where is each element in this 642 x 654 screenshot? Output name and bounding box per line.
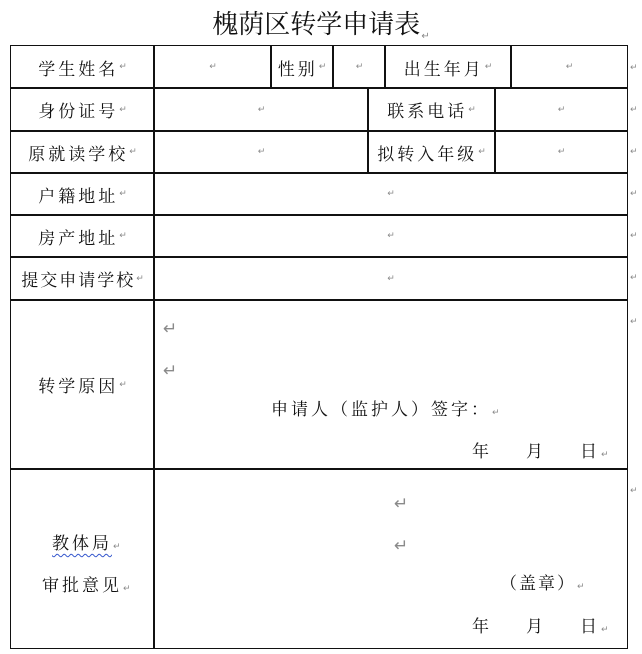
target-school-label: 提交申请学校 xyxy=(21,271,136,291)
row-end-mark-icon: ↵ xyxy=(630,486,638,496)
school-label: 原就读学校 xyxy=(28,144,129,165)
reason-date-line xyxy=(472,437,609,462)
paragraph-mark-icon: ↵ xyxy=(387,189,395,199)
row-end-mark-icon: ↵ xyxy=(630,231,638,241)
approval-dept-label: 教体局 xyxy=(52,534,112,554)
id-label: 身份证号 xyxy=(38,102,119,122)
row-end-mark-icon: ↵ xyxy=(630,317,638,327)
household-address-field[interactable] xyxy=(153,172,628,216)
paragraph-mark-icon: ↵ xyxy=(565,62,574,72)
paragraph-mark-icon: ↵ xyxy=(119,231,127,241)
date-year-label: 年 xyxy=(472,617,492,637)
grade-label-cell xyxy=(367,130,496,174)
paragraph-mark-icon: ↵ xyxy=(119,62,127,72)
paragraph-mark-icon: ↵ xyxy=(387,231,395,241)
date-year-label: 年 xyxy=(472,442,492,462)
phone-label-cell xyxy=(367,87,496,132)
row-end-mark-icon: ↵ xyxy=(630,273,638,283)
phone-label: 联系电话 xyxy=(387,102,468,122)
paragraph-mark-icon: ↵ xyxy=(163,319,181,339)
row-end-mark-icon: ↵ xyxy=(630,189,638,199)
paragraph-mark-icon: ↵ xyxy=(119,379,127,390)
grade-field[interactable] xyxy=(494,130,628,174)
approval-label-cell xyxy=(10,468,155,649)
reason-label-cell xyxy=(10,299,155,470)
approval-date-line xyxy=(472,612,609,637)
id-field[interactable] xyxy=(153,87,369,132)
target-school-label-cell xyxy=(10,256,155,301)
approval-label-line2 xyxy=(42,571,131,596)
student-name-field[interactable] xyxy=(153,45,272,89)
school-field[interactable] xyxy=(153,130,369,174)
target-school-field[interactable] xyxy=(153,256,628,301)
grade-label: 拟转入年级 xyxy=(377,144,478,165)
property-address-label-cell xyxy=(10,214,155,258)
date-month-label: 月 xyxy=(526,617,546,637)
paragraph-mark-icon: ↵ xyxy=(484,62,493,72)
id-label-cell xyxy=(10,87,155,132)
row-end-mark-icon: ↵ xyxy=(630,147,638,157)
paragraph-mark-icon: ↵ xyxy=(136,273,144,284)
form-title xyxy=(0,4,642,42)
paragraph-mark-icon: ↵ xyxy=(257,147,266,157)
reason-label: 转学原因 xyxy=(38,377,119,397)
student-name-label-cell xyxy=(10,45,155,89)
paragraph-mark-icon: ↵ xyxy=(394,494,412,514)
signature-label: 申请人（监护人）签字： xyxy=(271,400,491,420)
paragraph-mark-icon: ↵ xyxy=(577,582,585,592)
birth-label-cell xyxy=(384,45,512,89)
birth-label: 出生年月 xyxy=(403,59,484,80)
date-day-label: 日 xyxy=(580,442,600,462)
date-month-label: 月 xyxy=(526,442,546,462)
approval-label-line1 xyxy=(52,529,121,554)
approval-opinion-label: 审批意见 xyxy=(42,576,122,596)
row-end-mark-icon: ↵ xyxy=(630,63,638,73)
form-title-text: 槐荫区转学申请表 xyxy=(212,10,421,40)
paragraph-mark-icon: ↵ xyxy=(421,31,430,42)
student-name-label: 学生姓名 xyxy=(38,59,119,80)
property-address-field[interactable] xyxy=(153,214,628,258)
paragraph-mark-icon: ↵ xyxy=(113,542,121,552)
paragraph-mark-icon: ↵ xyxy=(355,62,364,72)
paragraph-mark-icon: ↵ xyxy=(119,104,127,115)
paragraph-mark-icon: ↵ xyxy=(257,104,266,115)
paragraph-mark-icon: ↵ xyxy=(387,273,395,284)
phone-field[interactable] xyxy=(494,87,628,132)
paragraph-mark-icon: ↵ xyxy=(123,584,131,594)
paragraph-mark-icon: ↵ xyxy=(468,104,476,115)
birth-field[interactable] xyxy=(510,45,628,89)
row-end-mark-icon: ↵ xyxy=(630,105,638,115)
school-label-cell xyxy=(10,130,155,174)
household-address-label: 户籍地址 xyxy=(38,186,119,207)
paragraph-mark-icon: ↵ xyxy=(394,536,412,556)
property-address-label: 房产地址 xyxy=(38,228,119,249)
paragraph-mark-icon: ↵ xyxy=(601,625,609,635)
household-address-label-cell xyxy=(10,172,155,216)
gender-label: 性别 xyxy=(277,59,318,80)
paragraph-mark-icon: ↵ xyxy=(492,408,500,418)
signature-line xyxy=(271,395,500,420)
paragraph-mark-icon: ↵ xyxy=(209,62,217,72)
gender-field[interactable] xyxy=(332,45,386,89)
paragraph-mark-icon: ↵ xyxy=(557,147,566,157)
paragraph-mark-icon: ↵ xyxy=(318,62,327,72)
seal-line xyxy=(500,569,585,594)
paragraph-mark-icon: ↵ xyxy=(163,361,181,381)
paragraph-mark-icon: ↵ xyxy=(601,450,609,460)
paragraph-mark-icon: ↵ xyxy=(478,147,486,157)
paragraph-mark-icon: ↵ xyxy=(557,104,566,115)
seal-label: （盖章） xyxy=(500,574,576,594)
paragraph-mark-icon: ↵ xyxy=(119,189,127,199)
gender-label-cell xyxy=(270,45,334,89)
paragraph-mark-icon: ↵ xyxy=(129,147,137,157)
date-day-label: 日 xyxy=(580,617,600,637)
